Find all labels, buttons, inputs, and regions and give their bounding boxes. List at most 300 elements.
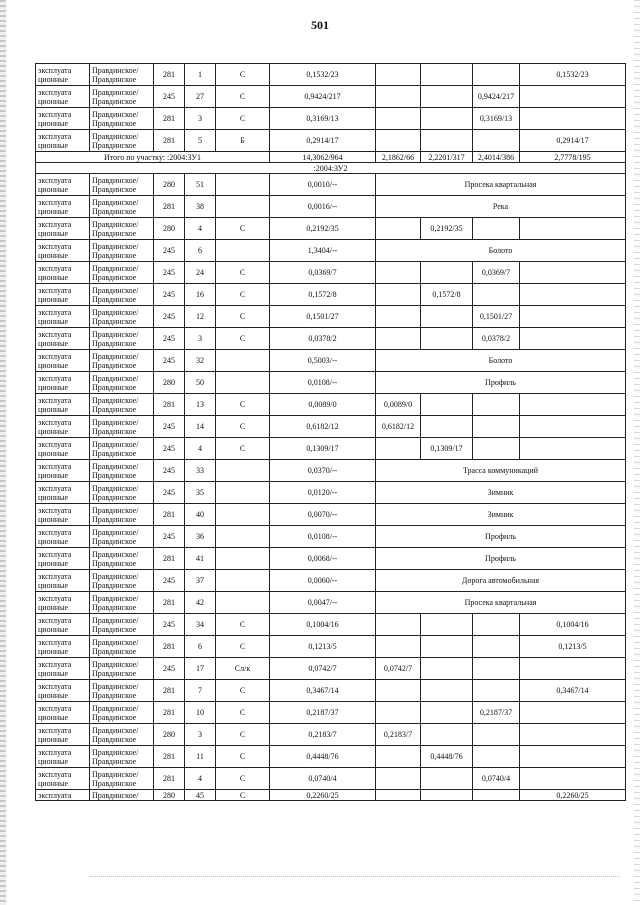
cell-c7 [376, 306, 421, 328]
cell-line: Правдинское/ [92, 637, 139, 647]
table-row [36, 174, 626, 196]
cell-line: Правдинское/ [92, 439, 139, 449]
cell-c10 [520, 108, 626, 130]
land-category-note: Дорога автомобильная [376, 570, 626, 592]
cell-line: эксплуата [38, 725, 72, 735]
cell-c4: 7 [185, 680, 216, 702]
cell-c1 [36, 218, 90, 240]
cell-c6: 0,0060/-- [270, 570, 376, 592]
cell-line: ционные [38, 140, 69, 150]
cell-line: Правдинское [92, 228, 137, 238]
cell-line: Правдинское [92, 206, 137, 216]
cell-line: Правдинское [92, 294, 137, 304]
cell-c9: 0,2187/37 [473, 702, 520, 724]
section-header: :2004:ЗУ2 [36, 163, 626, 174]
cell-line: эксплуата [38, 395, 72, 405]
cell-c7 [376, 702, 421, 724]
cell-line: эксплуата [38, 747, 72, 757]
table-row [36, 240, 626, 262]
cell-c1 [36, 64, 90, 86]
cell-line: ционные [38, 778, 69, 788]
cell-line: ционные [38, 734, 69, 744]
cell-c5: С [216, 306, 270, 328]
cell-line: ционные [38, 690, 69, 700]
table-row [36, 658, 626, 680]
cell-c2 [90, 130, 154, 152]
table-row [36, 130, 626, 152]
cell-c5 [216, 526, 270, 548]
cell-line: Правдинское/ [92, 241, 139, 251]
cell-c5: С [216, 108, 270, 130]
cell-c1 [36, 592, 90, 614]
cell-c6: 0,1309/17 [270, 438, 376, 460]
cell-c9 [473, 658, 520, 680]
cell-c6: 1,3404/-- [270, 240, 376, 262]
cell-c8 [421, 306, 473, 328]
cell-c7 [376, 108, 421, 130]
cell-c4: 3 [185, 108, 216, 130]
scan-edge-right [634, 0, 640, 905]
cell-c5 [216, 592, 270, 614]
cell-c1 [36, 328, 90, 350]
cell-line: эксплуата [38, 131, 72, 141]
cell-line: эксплуата [38, 659, 72, 669]
cell-c2 [90, 680, 154, 702]
cell-line: эксплуата [38, 527, 72, 537]
cell-c8 [421, 790, 473, 801]
cell-c10: 0,1532/23 [520, 64, 626, 86]
cell-line: Правдинское [92, 624, 137, 634]
cell-line: эксплуата [38, 461, 72, 471]
cell-c1 [36, 240, 90, 262]
cell-c5: С [216, 262, 270, 284]
cell-line: Правдинское [92, 96, 137, 106]
cell-c9: 0,0378/2 [473, 328, 520, 350]
cell-c1 [36, 262, 90, 284]
cell-line: Правдинское/ [92, 659, 139, 669]
cell-c7 [376, 790, 421, 801]
cell-line: эксплуата [38, 87, 72, 97]
cell-line: ционные [38, 404, 69, 414]
cell-c10 [520, 416, 626, 438]
cell-c2 [90, 350, 154, 372]
cell-c2 [90, 328, 154, 350]
cell-line: Правдинское/ [92, 87, 139, 97]
cell-c6: 0,0016/-- [270, 196, 376, 218]
cell-line: эксплуата [38, 285, 72, 295]
cell-line: Правдинское [92, 558, 137, 568]
cell-c6: 0,9424/217 [270, 86, 376, 108]
cell-c6: 0,4448/76 [270, 746, 376, 768]
cell-c6: 0,1004/16 [270, 614, 376, 636]
cell-c9: 0,1501/27 [473, 306, 520, 328]
cell-c8 [421, 130, 473, 152]
cell-c2 [90, 174, 154, 196]
cell-c3: 245 [154, 658, 185, 680]
cell-line: ционные [38, 514, 69, 524]
cell-c8: 0,1309/17 [421, 438, 473, 460]
cell-line: эксплуата [38, 109, 72, 119]
cell-c3: 245 [154, 86, 185, 108]
cell-c9: 2,4014/386 [473, 152, 520, 163]
cell-c9 [473, 218, 520, 240]
cell-c10: 2,7778/195 [520, 152, 626, 163]
cell-c3: 245 [154, 240, 185, 262]
cell-c7 [376, 86, 421, 108]
cell-c5: С [216, 328, 270, 350]
cell-c6: 0,0010/-- [270, 174, 376, 196]
cell-c2: Правдинское/ [90, 790, 154, 801]
cell-line: Правдинское [92, 184, 137, 194]
cell-c2 [90, 482, 154, 504]
cell-c7 [376, 636, 421, 658]
cell-c3: 245 [154, 306, 185, 328]
cell-line: эксплуата [38, 615, 72, 625]
cell-line: Правдинское [92, 778, 137, 788]
land-category-note: Болото [376, 350, 626, 372]
cell-c2 [90, 86, 154, 108]
cell-c4: 36 [185, 526, 216, 548]
cell-c6: 14,3062/964 [270, 152, 376, 163]
table-row [36, 108, 626, 130]
cell-c6: 0,0742/7 [270, 658, 376, 680]
cell-c2 [90, 64, 154, 86]
cell-line: Правдинское [92, 74, 137, 84]
land-category-note: Зимник [376, 482, 626, 504]
cell-c6: 0,0108/-- [270, 526, 376, 548]
table-row [36, 152, 626, 163]
cell-c4: 45 [185, 790, 216, 801]
cell-line: Правдинское/ [92, 351, 139, 361]
cell-line: ционные [38, 360, 69, 370]
cell-c7: 0,0742/7 [376, 658, 421, 680]
cell-c4: 3 [185, 724, 216, 746]
cell-c7 [376, 64, 421, 86]
land-category-note: Профиль [376, 526, 626, 548]
cell-c7 [376, 680, 421, 702]
cell-c5: С [216, 790, 270, 801]
cell-c6: 0,5003/-- [270, 350, 376, 372]
cell-c2 [90, 746, 154, 768]
cell-c3: 281 [154, 680, 185, 702]
cell-c2 [90, 768, 154, 790]
table-row [36, 372, 626, 394]
table-row [36, 262, 626, 284]
cell-line: Правдинское/ [92, 417, 139, 427]
cell-c6: 0,0089/0 [270, 394, 376, 416]
cell-c3: 281 [154, 548, 185, 570]
cell-c1 [36, 746, 90, 768]
table-row [36, 570, 626, 592]
cell-c1 [36, 86, 90, 108]
cell-c9 [473, 636, 520, 658]
cell-c4: 38 [185, 196, 216, 218]
cell-c5: С [216, 218, 270, 240]
scan-edge-left [0, 0, 6, 905]
cell-c8: 0,4448/76 [421, 746, 473, 768]
cell-c3: 281 [154, 64, 185, 86]
cell-c5 [216, 548, 270, 570]
cell-c5: С [216, 438, 270, 460]
cell-c3: 245 [154, 460, 185, 482]
table-row [36, 482, 626, 504]
cell-c10: 0,2914/17 [520, 130, 626, 152]
cell-c10 [520, 306, 626, 328]
cell-line: Правдинское [92, 602, 137, 612]
cell-c6: 0,0120/-- [270, 482, 376, 504]
table-row [36, 636, 626, 658]
cell-line: Правдинское [92, 690, 137, 700]
cell-line: ционные [38, 426, 69, 436]
table-row [36, 526, 626, 548]
cell-line: Правдинское/ [92, 725, 139, 735]
cell-c2 [90, 284, 154, 306]
cell-c5 [216, 372, 270, 394]
cell-c6: 0,2914/17 [270, 130, 376, 152]
cell-c1 [36, 196, 90, 218]
cell-line: Правдинское [92, 514, 137, 524]
cell-line: Правдинское/ [92, 263, 139, 273]
cell-line: эксплуата [38, 263, 72, 273]
cell-c1 [36, 306, 90, 328]
cell-c1 [36, 438, 90, 460]
cell-c6: 0,0370/-- [270, 460, 376, 482]
cell-c8 [421, 416, 473, 438]
table-body [36, 64, 626, 801]
cell-c3: 281 [154, 702, 185, 724]
table-row [36, 790, 626, 801]
cell-c4: 11 [185, 746, 216, 768]
cell-c4: 34 [185, 614, 216, 636]
cell-line: ционные [38, 602, 69, 612]
cell-c8 [421, 262, 473, 284]
cell-c1 [36, 416, 90, 438]
cell-line: Правдинское [92, 426, 137, 436]
cell-c3: 281 [154, 746, 185, 768]
table-row [36, 218, 626, 240]
cell-line: эксплуата [38, 329, 72, 339]
table-row [36, 724, 626, 746]
cell-c3: 280 [154, 174, 185, 196]
cell-c7 [376, 768, 421, 790]
cell-c8: 2,2201/317 [421, 152, 473, 163]
subtotal-label: Итого по участку: :2004:ЗУ1 [36, 152, 270, 163]
cell-line: Правдинское/ [92, 571, 139, 581]
cell-line: эксплуата [38, 703, 72, 713]
cell-c9 [473, 724, 520, 746]
cell-c6: 0,3169/13 [270, 108, 376, 130]
land-category-note: Просека квартальная [376, 174, 626, 196]
cell-c6: 0,2187/37 [270, 702, 376, 724]
cell-c9 [473, 130, 520, 152]
table-row [36, 86, 626, 108]
cell-c3: 245 [154, 328, 185, 350]
cell-line: эксплуата [38, 505, 72, 515]
cell-c2 [90, 636, 154, 658]
cell-c4: 32 [185, 350, 216, 372]
cell-line: ционные [38, 228, 69, 238]
cell-c9: 0,9424/217 [473, 86, 520, 108]
cell-c7 [376, 746, 421, 768]
cell-c4: 4 [185, 768, 216, 790]
cell-c6: 0,0047/-- [270, 592, 376, 614]
cell-line: Правдинское [92, 734, 137, 744]
cell-c7 [376, 262, 421, 284]
cell-line: эксплуата [38, 769, 72, 779]
cell-line: Правдинское/ [92, 131, 139, 141]
cell-line: ционные [38, 272, 69, 282]
cell-line: Правдинское [92, 316, 137, 326]
cell-c5 [216, 482, 270, 504]
cell-c5: С [216, 284, 270, 306]
cell-c4: 6 [185, 240, 216, 262]
cell-c6: 0,2183/7 [270, 724, 376, 746]
cell-c5: С [216, 64, 270, 86]
cell-c6: 0,1213/5 [270, 636, 376, 658]
cell-line: ционные [38, 294, 69, 304]
cell-c10 [520, 262, 626, 284]
cell-c4: 40 [185, 504, 216, 526]
cell-line: Правдинское [92, 250, 137, 260]
cell-c4: 51 [185, 174, 216, 196]
cell-c5: С [216, 614, 270, 636]
cell-c8 [421, 768, 473, 790]
table-row [36, 504, 626, 526]
cell-c1 [36, 174, 90, 196]
cell-c3: 245 [154, 526, 185, 548]
cell-line: ционные [38, 536, 69, 546]
cell-c3: 281 [154, 108, 185, 130]
cell-line: Правдинское/ [92, 373, 139, 383]
cell-c9 [473, 680, 520, 702]
cell-c4: 37 [185, 570, 216, 592]
cell-line: Правдинское [92, 338, 137, 348]
cell-c1 [36, 614, 90, 636]
table-row [36, 328, 626, 350]
cell-c5 [216, 196, 270, 218]
cell-line: Правдинское/ [92, 769, 139, 779]
cell-c1 [36, 460, 90, 482]
cell-c9 [473, 614, 520, 636]
cell-c10 [520, 86, 626, 108]
cell-line: эксплуата [38, 417, 72, 427]
cell-line: Правдинское [92, 756, 137, 766]
cell-c10 [520, 218, 626, 240]
cell-c1 [36, 548, 90, 570]
cell-c9 [473, 394, 520, 416]
cell-c10 [520, 438, 626, 460]
cell-c3: 245 [154, 614, 185, 636]
cell-c1 [36, 284, 90, 306]
cell-c5 [216, 350, 270, 372]
cell-c9: 0,0369/7 [473, 262, 520, 284]
cell-line: Правдинское/ [92, 461, 139, 471]
cell-c9 [473, 746, 520, 768]
cell-c8: 0,2192/35 [421, 218, 473, 240]
cell-c5 [216, 240, 270, 262]
cell-line: Правдинское/ [92, 175, 139, 185]
cell-line: ционные [38, 206, 69, 216]
cell-c3: 281 [154, 130, 185, 152]
cell-c7 [376, 130, 421, 152]
cell-line: эксплуата [38, 241, 72, 251]
cell-line: эксплуата [38, 197, 72, 207]
cell-line: ционные [38, 646, 69, 656]
cell-c5: С [216, 394, 270, 416]
table-row [36, 64, 626, 86]
cell-c8 [421, 658, 473, 680]
cell-c5: Сл/к [216, 658, 270, 680]
cell-c10 [520, 658, 626, 680]
cell-c2 [90, 614, 154, 636]
cell-c8 [421, 86, 473, 108]
cell-c5: С [216, 768, 270, 790]
cell-line: Правдинское [92, 668, 137, 678]
cell-c10: 0,1004/16 [520, 614, 626, 636]
cell-line: ционные [38, 250, 69, 260]
cell-c8: 0,1572/8 [421, 284, 473, 306]
land-category-note: Зимник [376, 504, 626, 526]
table-row [36, 196, 626, 218]
table-row [36, 163, 626, 174]
cell-c6: 0,0740/4 [270, 768, 376, 790]
cell-line: ционные [38, 184, 69, 194]
cell-line: ционные [38, 74, 69, 84]
cell-c2 [90, 394, 154, 416]
cell-line: Правдинское/ [92, 527, 139, 537]
cell-c4: 4 [185, 218, 216, 240]
cell-c8 [421, 724, 473, 746]
cell-c3: 280 [154, 790, 185, 801]
cell-c10 [520, 746, 626, 768]
cell-c4: 3 [185, 328, 216, 350]
cell-c1 [36, 108, 90, 130]
cell-line: Правдинское/ [92, 747, 139, 757]
cell-line: Правдинское/ [92, 505, 139, 515]
cell-c3: 280 [154, 218, 185, 240]
cell-c4: 14 [185, 416, 216, 438]
cell-line: эксплуата [38, 175, 72, 185]
cell-c9 [473, 284, 520, 306]
cell-c4: 12 [185, 306, 216, 328]
cell-line: Правдинское/ [92, 395, 139, 405]
cell-c3: 245 [154, 284, 185, 306]
table-row [36, 394, 626, 416]
cell-line: эксплуата [38, 483, 72, 493]
cell-line: Правдинское [92, 712, 137, 722]
cell-c1 [36, 768, 90, 790]
cell-line: Правдинское/ [92, 593, 139, 603]
cell-line: эксплуата [38, 637, 72, 647]
cell-c1 [36, 504, 90, 526]
scan-bottom-line [90, 876, 620, 878]
cell-c6: 0,3467/14 [270, 680, 376, 702]
cell-c9 [473, 790, 520, 801]
cell-c4: 42 [185, 592, 216, 614]
table-row [36, 416, 626, 438]
cell-line: ционные [38, 470, 69, 480]
cell-c8 [421, 680, 473, 702]
cell-c3: 245 [154, 482, 185, 504]
cell-c7 [376, 438, 421, 460]
cell-c7 [376, 218, 421, 240]
cell-c7: 0,6182/12 [376, 416, 421, 438]
table-row [36, 614, 626, 636]
cell-c9: 0,0740/4 [473, 768, 520, 790]
cell-line: эксплуата [38, 219, 72, 229]
cell-line: Правдинское [92, 580, 137, 590]
cell-line: Правдинское/ [92, 219, 139, 229]
